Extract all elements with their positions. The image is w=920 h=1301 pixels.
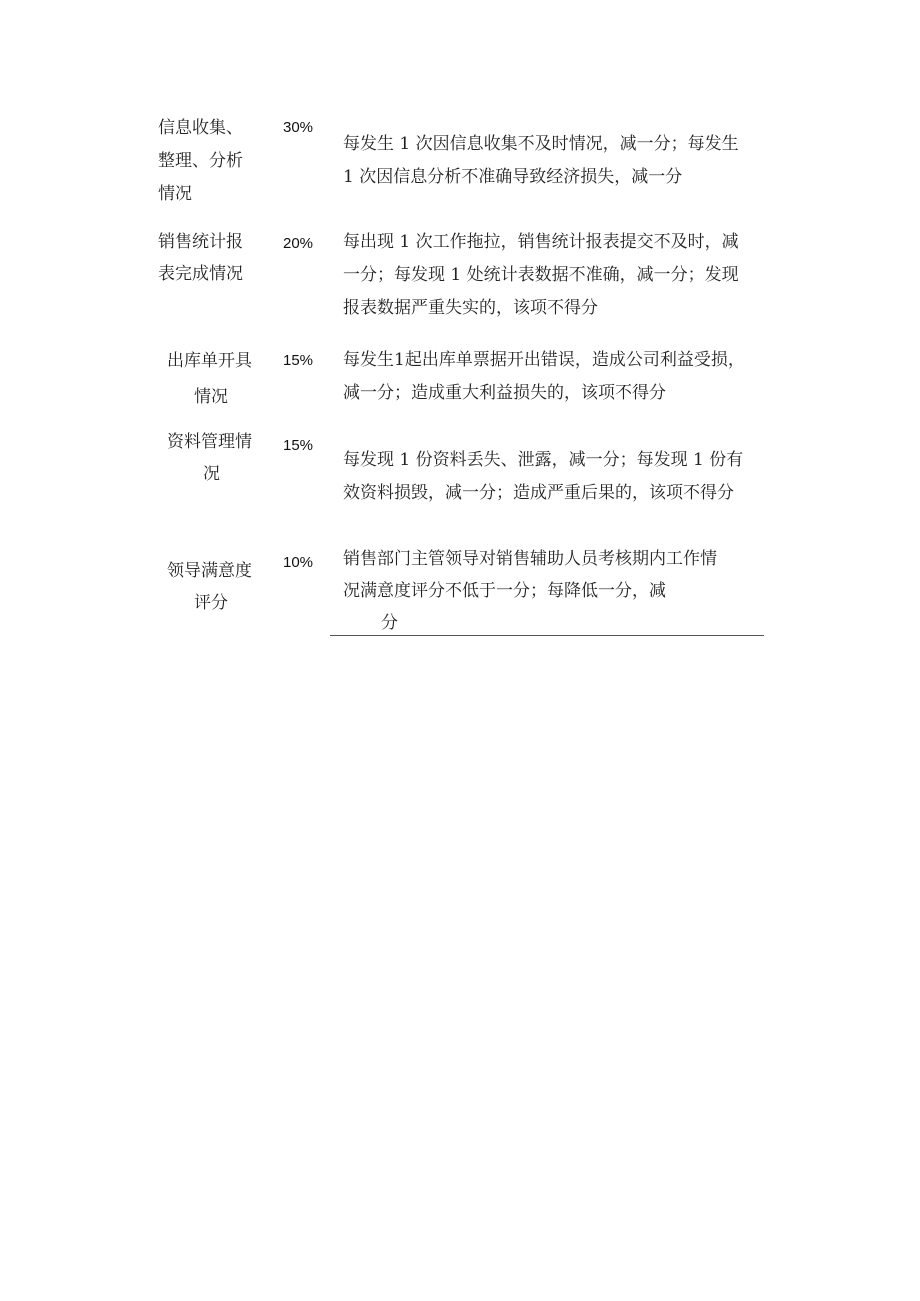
criteria-line: 每发生1起出库单票据开出错误，造成公司利益受损， [343, 350, 745, 370]
criteria-line: 分 [381, 613, 398, 633]
criteria-line: 每发生 1 次因信息收集不及时情况，减一分；每发生 [343, 134, 739, 154]
criteria-text [343, 128, 768, 194]
criteria-line: 报表数据严重失实的，该项不得分 [343, 298, 598, 318]
item-line: 情况 [158, 184, 192, 204]
weight-value: 15% [283, 352, 314, 369]
item-line: 表完成情况 [158, 264, 243, 284]
criteria-line: 况满意度评分不低于一分；每降低一分，减 [343, 581, 666, 601]
item-line: 评分 [194, 593, 228, 613]
assessment-item [167, 426, 252, 490]
item-line: 出库单开具 [167, 351, 252, 371]
weight-value: 20% [283, 235, 314, 252]
assessment-item [167, 343, 252, 415]
weight-value: 15% [283, 437, 314, 454]
weight-value: 30% [283, 119, 314, 136]
assessment-item [158, 112, 243, 211]
criteria-line: 销售部门主管领导对销售辅助人员考核期内工作情 [343, 549, 717, 569]
item-line: 况 [203, 464, 220, 484]
item-line: 资料管理情 [167, 432, 252, 452]
item-line: 销售统计报 [158, 232, 243, 252]
item-line: 领导满意度 [167, 561, 252, 581]
criteria-line: 效资料损毁，减一分；造成严重后果的，该项不得分 [343, 483, 734, 503]
criteria-text [343, 444, 768, 510]
criteria-text [343, 226, 768, 325]
item-line: 情况 [194, 387, 228, 407]
criteria-text [343, 344, 768, 410]
assessment-item [167, 555, 252, 619]
criteria-line: 减一分；造成重大利益损失的，该项不得分 [343, 383, 666, 403]
item-line: 整理、分析 [158, 151, 243, 171]
criteria-line: 1 次因信息分析不准确导致经济损失，减一分 [343, 167, 683, 187]
criteria-text [343, 543, 768, 639]
assessment-item [158, 226, 243, 290]
criteria-line: 一分；每发现 1 处统计表数据不准确，减一分；发现 [343, 265, 739, 285]
table-bottom-border [330, 635, 764, 636]
weight-value: 10% [283, 554, 314, 571]
criteria-line: 每出现 1 次工作拖拉，销售统计报表提交不及时，减 [343, 232, 739, 252]
criteria-line: 每发现 1 份资料丢失、泄露，减一分；每发现 1 份有 [343, 450, 744, 470]
item-line: 信息收集、 [158, 118, 243, 138]
